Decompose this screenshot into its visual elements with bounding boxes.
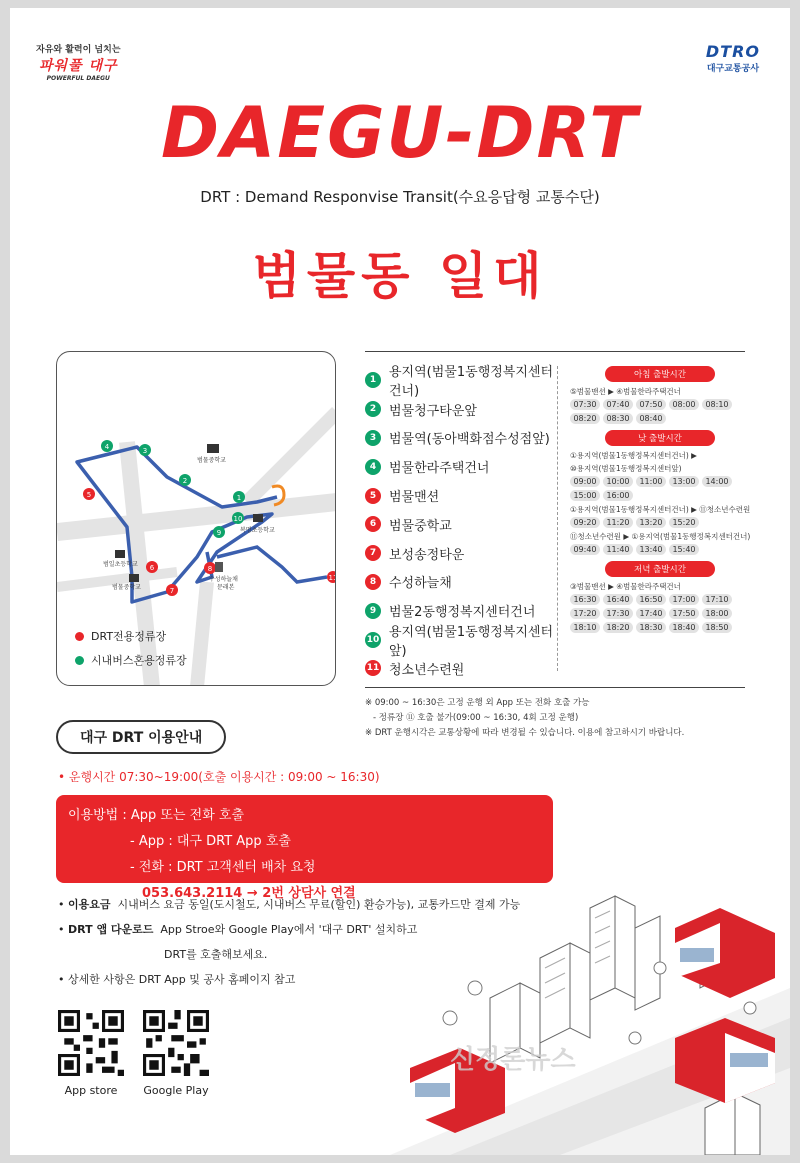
day-times-a (570, 476, 750, 501)
stop-number-badge: 6 (365, 516, 381, 532)
fare-label: 이용요금 (68, 898, 111, 911)
green-dot-icon (75, 656, 84, 665)
city-name: 파워풀 대구 (39, 58, 118, 74)
stop-number-badge: 11 (365, 660, 381, 676)
time-chip: 16:00 (603, 490, 633, 501)
stop-name: 범물한라주택건너 (389, 461, 490, 477)
day-times-b (570, 517, 750, 528)
time-chip: 17:10 (702, 594, 732, 605)
route-map (56, 351, 336, 686)
fare-text: 시내버스 요금 동일(도시철도, 시내버스 무료(할인) 환승가능), 교통카드만 결제 가능 (117, 898, 521, 911)
legend-bus (75, 652, 187, 668)
time-chip: 08:10 (702, 399, 732, 410)
time-chip: 17:20 (570, 608, 600, 619)
stop-name: 범물청구타운앞 (389, 403, 477, 419)
time-chip: 09:20 (570, 517, 600, 528)
time-chip: 07:30 (570, 399, 600, 410)
googleplay-qr-icon[interactable] (143, 1010, 209, 1076)
time-chip: 09:00 (570, 476, 600, 487)
time-chip: 15:00 (570, 490, 600, 501)
phone-number[interactable]: 053.643.2114 → 2번 상담사 연결 (134, 884, 364, 904)
stop-item (365, 510, 560, 539)
dtro-mark: DTRO (705, 42, 760, 61)
stop-item (365, 365, 560, 400)
time-chip: 13:40 (636, 544, 666, 555)
svg-text:9: 9 (216, 529, 222, 537)
area-title: 범물동 일대 (252, 247, 548, 305)
svg-text:5: 5 (86, 491, 92, 499)
day-route-a1: ①용지역(범물1동행정복지센터건너) ▶ (570, 451, 697, 460)
stop-item (365, 424, 560, 453)
app-text2: DRT를 호출해보세요. (164, 948, 268, 961)
time-chip: 11:40 (603, 544, 633, 555)
map-label-school2: 복명초등학교 (240, 527, 275, 534)
svg-text:8: 8 (207, 565, 213, 573)
map-label-school3: 범일초등학교 (103, 561, 138, 568)
stop-name: 수성하늘채 (389, 576, 452, 592)
day-route-b: ①용지역(범물1동행정복지센터건너) ▶ ⑪청소년수련원 (570, 505, 751, 514)
map-label-school4: 범물중학교 (112, 584, 141, 591)
stop-number-badge: 4 (365, 459, 381, 475)
stop-item (365, 568, 560, 597)
stop-number-badge: 2 (365, 401, 381, 417)
time-chip: 08:30 (603, 413, 633, 424)
stop-name: 범물역(동아백화점수성점앞) (389, 432, 550, 448)
time-chip: 18:10 (570, 622, 600, 633)
time-chip: 14:00 (702, 476, 732, 487)
app-label: DRT 앱 다운로드 (68, 923, 154, 936)
legend-label: 시내버스혼용정류장 (91, 654, 187, 667)
method-line: - App : 대구 DRT App 호출 (130, 834, 291, 849)
svg-text:4: 4 (104, 443, 110, 451)
map-label-center: 수성하늘채 (209, 576, 238, 583)
legend-label: DRT전용정류장 (91, 630, 167, 643)
svg-text:11: 11 (328, 574, 337, 582)
stop-item (365, 539, 560, 568)
stop-name: 범물중학교 (389, 518, 452, 534)
map-label-school1: 범물중학교 (197, 457, 226, 464)
time-chip: 17:30 (603, 608, 633, 619)
note-line: ※ 09:00 ~ 16:30은 고정 운행 외 App 또는 전화 호출 가능 (365, 698, 590, 708)
time-chip: 18:40 (669, 622, 699, 633)
stop-number-badge: 9 (365, 603, 381, 619)
appstore-qr-icon[interactable] (58, 1010, 124, 1076)
subtitle: DRT : Demand Responvise Transit(수요응답형 교통수단) (200, 188, 600, 206)
day-route-c: ⑪청소년수련원 ▶ ①용지역(범물1동행정복지센터건너) (570, 532, 751, 541)
time-chip: 15:20 (669, 517, 699, 528)
powerful-daegu-logo (36, 42, 121, 82)
time-chip: 18:30 (636, 622, 666, 633)
svg-text:1: 1 (236, 494, 242, 502)
time-chip: 17:50 (669, 608, 699, 619)
stop-number-badge: 8 (365, 574, 381, 590)
guide-title: 대구 DRT 이용안내 (56, 720, 226, 754)
note-line: ※ DRT 운행시각은 교통상황에 따라 변경될 수 있습니다. 이용에 참고하시기 바랍니다. (365, 728, 685, 738)
dtro-name: 대구교통공사 (706, 64, 760, 74)
stop-item (365, 452, 560, 481)
notes (365, 696, 684, 741)
city-slogan: 자유와 활력이 넘치는 (36, 45, 121, 55)
day-times-c (570, 544, 750, 555)
time-chip: 18:50 (702, 622, 732, 633)
time-chip: 11:00 (636, 476, 666, 487)
time-chip: 18:20 (603, 622, 633, 633)
app-text: App Stroe와 Google Play에서 '대구 DRT' 설치하고 (160, 923, 418, 936)
watermark: 신정론뉴스 (450, 1045, 576, 1075)
time-chip: 11:20 (603, 517, 633, 528)
svg-text:2: 2 (182, 477, 188, 485)
stop-name: 보성송정타운 (389, 547, 465, 563)
time-chip: 17:40 (636, 608, 666, 619)
svg-text:3: 3 (142, 447, 148, 455)
time-chip: 15:40 (669, 544, 699, 555)
divider (365, 687, 745, 688)
stop-name: 청소년수련원 (389, 662, 465, 678)
dtro-logo (706, 42, 760, 74)
time-chip: 16:30 (570, 594, 600, 605)
svg-text:10: 10 (233, 515, 243, 523)
city-bus-illustration (390, 868, 790, 1155)
time-chip: 08:20 (570, 413, 600, 424)
stop-name: 범물2동행정복지센터건너 (389, 605, 536, 621)
stop-name: 범물맨션 (389, 490, 440, 506)
method-line: 이용방법 : App 또는 전화 호출 (68, 808, 245, 823)
time-chip: 07:50 (636, 399, 666, 410)
divider (365, 351, 745, 352)
time-chip: 09:40 (570, 544, 600, 555)
googleplay-label: Google Play (143, 1084, 209, 1097)
main-title: DAEGU-DRT (160, 92, 640, 174)
time-chip: 08:00 (669, 399, 699, 410)
svg-text:7: 7 (169, 587, 175, 595)
stop-number-badge: 7 (365, 545, 381, 561)
stop-number-badge: 1 (365, 372, 381, 388)
appstore-label: App store (64, 1084, 118, 1097)
stop-number-badge: 10 (365, 632, 381, 648)
stop-item (365, 481, 560, 510)
stop-number-badge: 3 (365, 430, 381, 446)
time-chip: 08:40 (636, 413, 666, 424)
map-legend (75, 628, 187, 676)
time-chip: 13:00 (669, 476, 699, 487)
poster (10, 8, 790, 1155)
note-line: - 정류장 ⑪ 호출 불가(09:00 ~ 16:30, 4회 고정 운행) (373, 713, 579, 723)
stop-number-badge: 5 (365, 488, 381, 504)
time-chip: 10:00 (603, 476, 633, 487)
time-chip: 18:00 (702, 608, 732, 619)
stop-item (365, 624, 560, 659)
info-list: • 이용요금 시내버스 요금 동일(도시철도, 시내버스 무료(할인) 환승가능), 교통카드만 결제 가능 • DRT 앱 다운로드 App Stroe와 Google Play에서 '대구 DRT' 설치하고 DRT를 호출해보세요. • 상세한 사항은 DRT App 및 공사 홈페이지 참고 (58, 898, 521, 986)
time-chip: 17:00 (669, 594, 699, 605)
svg-text:6: 6 (149, 564, 155, 572)
red-dot-icon (75, 632, 84, 641)
morning-head: 아침 출발시간 (605, 366, 715, 382)
evening-route: ③범물맨션 ▶ ④범물한라주택건너 (570, 582, 681, 591)
stop-list (365, 366, 560, 683)
legend-drt (75, 628, 187, 644)
method-line: - 전화 : DRT 고객센터 배차 요청 (130, 860, 316, 875)
map-label-center2: 문래본 (217, 584, 235, 591)
morning-route: ⑤범물맨션 ▶ ④범물한라주택건너 (570, 387, 681, 396)
stop-name: 용지역(범물1동행정복지센터건너) (389, 365, 554, 400)
day-route-a2: ⑩용지역(범물1동행정복지센터앞) (570, 464, 682, 473)
day-head: 낮 출발시간 (605, 430, 715, 446)
schedule (570, 366, 750, 636)
evening-head: 저녁 출발시간 (605, 561, 715, 577)
bus-icon (675, 908, 775, 998)
time-chip: 07:40 (603, 399, 633, 410)
time-chip: 13:20 (636, 517, 666, 528)
evening-times (570, 594, 750, 633)
time-chip: 16:50 (636, 594, 666, 605)
morning-times (570, 399, 750, 424)
stop-name: 용지역(범물1동행정복지센터앞) (389, 624, 554, 659)
detail-text: 상세한 사항은 DRT App 및 공사 홈페이지 참고 (68, 973, 296, 986)
time-chip: 16:40 (603, 594, 633, 605)
operating-hours: • 운행시간 07:30~19:00(호출 이용시간 : 09:00 ~ 16:30) (58, 770, 380, 784)
city-name-en: POWERFUL DAEGU (46, 75, 110, 82)
